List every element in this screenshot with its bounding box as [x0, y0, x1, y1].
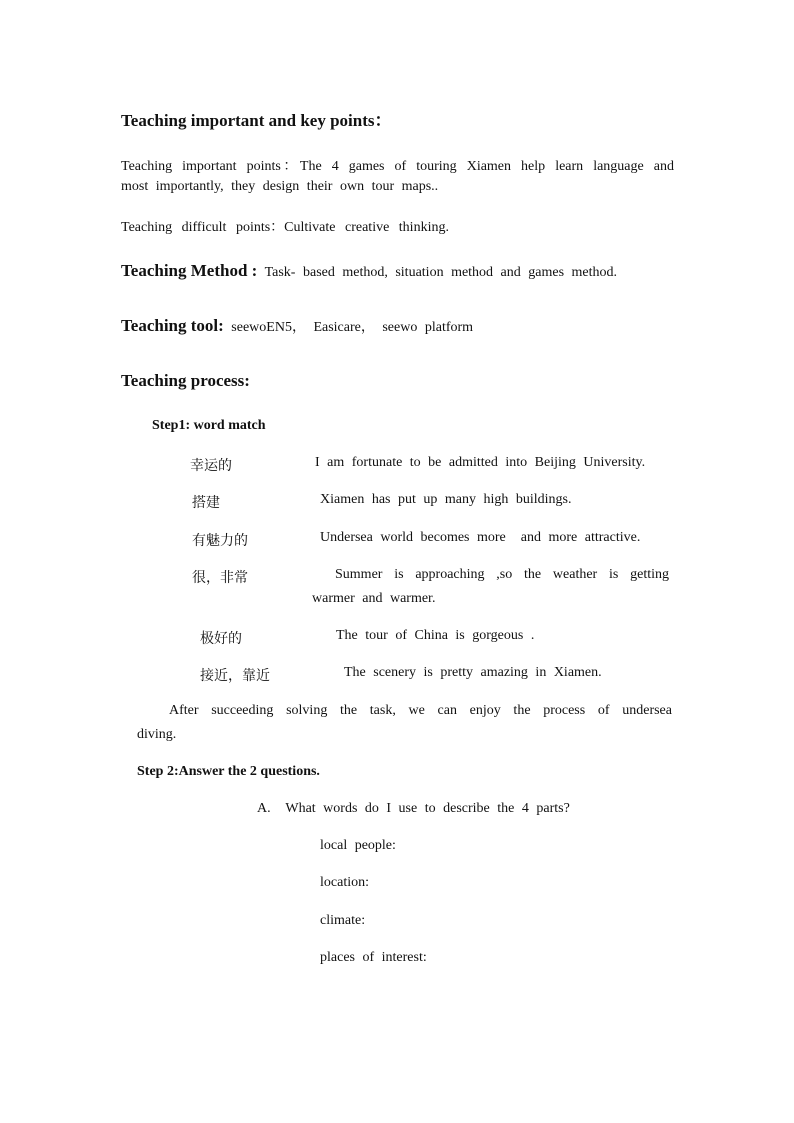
after-task-line1: After succeeding solving the task, we can enjoy the process of undersea [169, 703, 672, 718]
important-points-line1: Teaching important points：The 4 games of touring Xiamen help learn language and [121, 159, 674, 174]
step2-question: A. What words do I use to describe the 4 parts? [257, 801, 570, 816]
sentence-en: I am fortunate to be admitted into Beijing University. [315, 455, 646, 470]
difficult-points: Teaching difficult points：Cultivate creative thinking. [121, 220, 449, 235]
word-zh: 极好的 [200, 631, 242, 647]
teaching-method-text: Task- based method, situation method and games method. [257, 265, 618, 280]
teaching-tool-text: seewoEN5， Easicare， seewo platform [223, 320, 474, 335]
sentence-en: The tour of China is gorgeous . [336, 628, 535, 643]
teaching-method [121, 261, 617, 281]
sentence-en: The scenery is pretty amazing in Xiamen. [344, 665, 602, 680]
sentence-en: Undersea world becomes more and more attractive. [320, 530, 641, 545]
answer-item: places of interest: [320, 950, 427, 965]
important-points-line2: most importantly, they design their own tour maps.. [121, 179, 439, 194]
sentence-en-continued: warmer and warmer. [312, 591, 436, 606]
teaching-tool-label: Teaching tool: [121, 316, 224, 335]
word-zh: 接近，靠近 [200, 668, 270, 684]
step1-title: Step1: word match [152, 418, 266, 433]
sentence-en: Xiamen has put up many high buildings. [320, 492, 572, 507]
word-zh: 很，非常 [192, 570, 248, 586]
teaching-method-label: Teaching Method : [121, 261, 258, 280]
answer-item: climate: [320, 913, 366, 928]
teaching-tool [121, 316, 473, 336]
teaching-process-heading: Teaching process: [121, 371, 250, 390]
key-points-heading: Teaching important and key points： [121, 111, 392, 130]
sentence-en: Summer is approaching ,so the weather is getting [335, 567, 669, 582]
word-zh: 搭建 [192, 495, 220, 511]
answer-item: local people: [320, 838, 396, 853]
step2-title: Step 2:Answer the 2 questions. [137, 764, 320, 779]
answer-item: location: [320, 875, 369, 890]
after-task-line2: diving. [137, 727, 177, 742]
word-zh: 幸运的 [190, 458, 232, 474]
word-zh: 有魅力的 [192, 533, 248, 549]
